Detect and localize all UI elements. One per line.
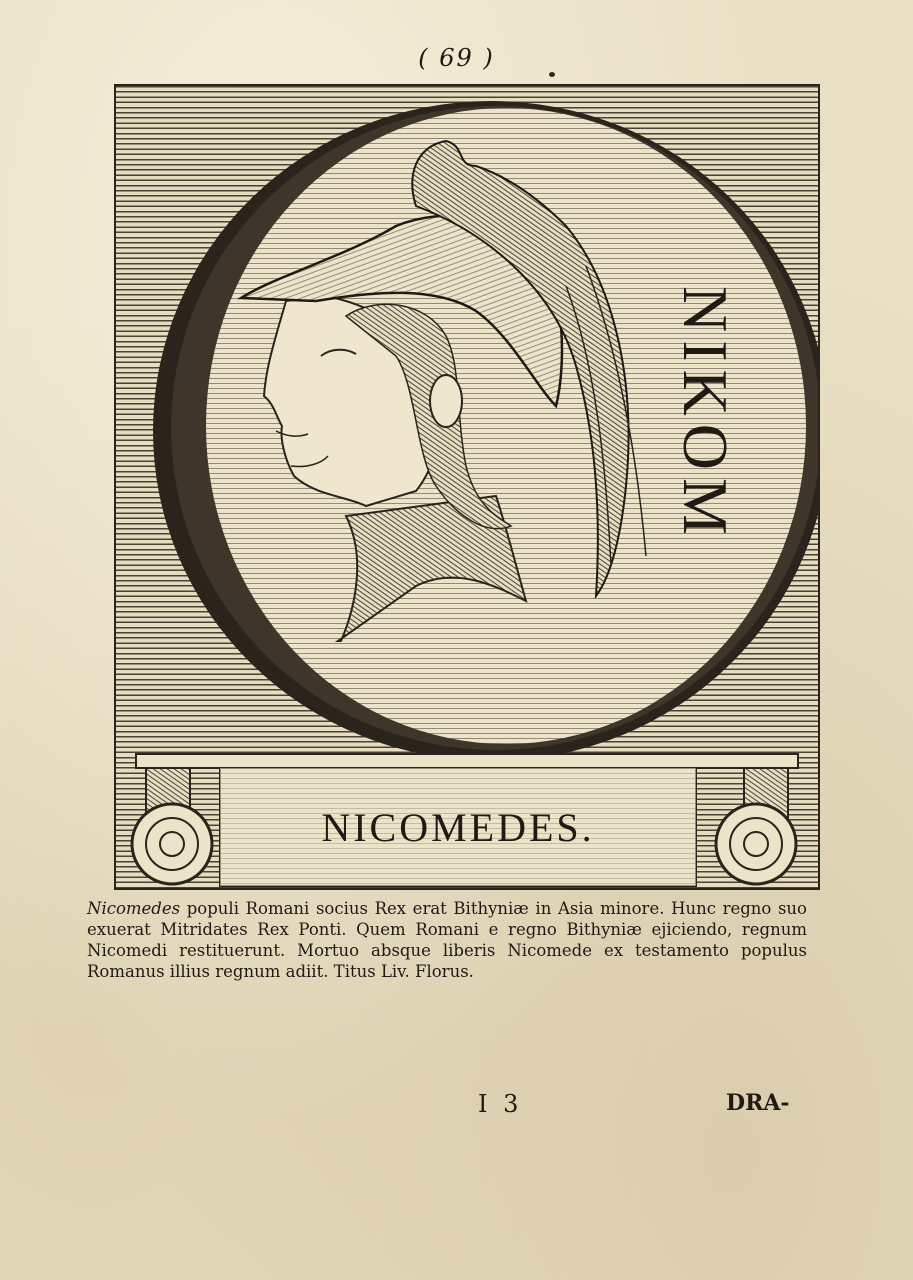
caption-text: populi Romani socius Rex erat Bithyniæ in Asia minore. Hunc regno suo exuerat Mitridates Rex Ponti. Quem Romani e regno Bithyniæ ejiciendo, regnum Nicomedi restituerunt. Mortuo absque liberis Nicomede ex testamento populus Romanus illius regnum adiit. Titus Liv. Florus. bbox=[87, 899, 807, 981]
signature-mark: I 3 bbox=[478, 1090, 523, 1118]
left-scroll-ornament bbox=[132, 768, 212, 884]
right-scroll-ornament bbox=[716, 768, 796, 884]
engraving-illustration bbox=[116, 86, 818, 888]
engraved-plate bbox=[114, 84, 820, 890]
ear bbox=[430, 375, 462, 427]
caption-lead: Nicomedes bbox=[87, 899, 181, 918]
ink-speck bbox=[549, 72, 555, 77]
coin-legend bbox=[670, 286, 741, 543]
coin-legend-text: NIKOM bbox=[670, 286, 741, 543]
caption-paragraph bbox=[87, 898, 807, 982]
page-number: ( 69 ) bbox=[418, 44, 495, 72]
catchword: DRA- bbox=[726, 1090, 790, 1116]
pedestal-cap bbox=[136, 754, 798, 768]
name-banner-text: NICOMEDES. bbox=[321, 805, 595, 850]
